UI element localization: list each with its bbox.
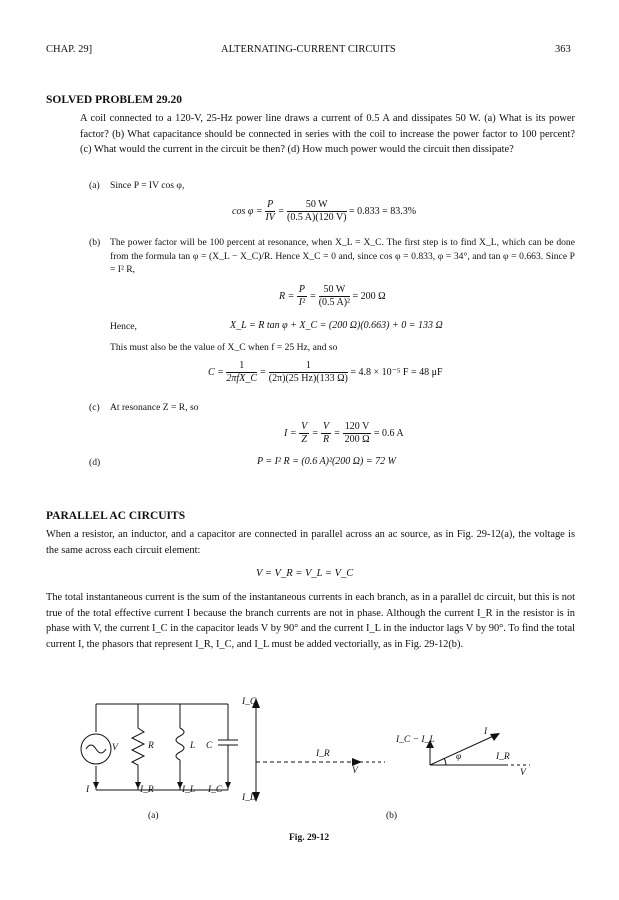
label-icl: I_C − I_L [396, 735, 435, 745]
total-current-phasor [430, 734, 498, 765]
part-c-text: At resonance Z = R, so [110, 402, 199, 413]
part-c-label: (c) [89, 402, 100, 413]
fraction [343, 421, 372, 446]
denominator: 2πfX_C [226, 373, 257, 384]
current-equation: I = $\frac{V}{Z}$ = $\frac{V}{R}$ = $\frac{120 V}{200 \Omega}$ = 0.6 A [284, 421, 404, 445]
eq-result: = 4.8 × 10⁻⁵ F = 48 μF [350, 366, 443, 378]
numerator: P [267, 199, 274, 210]
eq-lhs: cos φ = [232, 205, 263, 217]
sine-wave-icon [86, 745, 106, 753]
must-text: This must also be the value of X_C when f = 25 Hz, and so [110, 342, 338, 353]
label-l: L [190, 741, 196, 751]
fraction [297, 284, 307, 309]
part-b-equation: R = $\frac{P}{\text{I²}}$ = $\frac{50 W}{\text{(0.5 A)²}}$ = 200 Ω [279, 284, 386, 308]
label-il: I_L [182, 785, 196, 795]
label-v-right: V [520, 768, 526, 778]
fraction [287, 199, 347, 224]
numerator: 1 [269, 360, 348, 373]
inductor [176, 728, 184, 760]
eq-result: = 0.6 A [373, 427, 404, 439]
part-a-equation: cos φ = $\frac{P}{IV}$ = $\frac{50 W}{(0.5 A)(120 V)}$ = 0.833 = 83.3% [232, 199, 417, 223]
subfigure-b-label: (b) [386, 811, 398, 821]
numerator: 1 [226, 360, 257, 373]
hence-equation: X_L = R tan φ + X_C = (200 Ω)(0.663) + 0 = 133 Ω [230, 320, 443, 331]
numerator: 50 W [319, 284, 350, 297]
capacitance-equation: C = $\frac{1}{\text{2πfX\_C}}$ = $\frac{1}{(2\pi)(25 Hz)(133 \Omega)}$ = 4.8 × 10⁻⁵ F = 48 μF [208, 360, 443, 384]
label-ir-phasor: I_R [316, 749, 330, 759]
page-number: 363 [555, 44, 571, 55]
label-ic: I_C [208, 785, 223, 795]
fraction [299, 421, 309, 446]
label-r: R [148, 741, 154, 751]
hence-label: Hence, [110, 321, 137, 332]
denominator: I² [298, 297, 306, 308]
section-title: PARALLEL AC CIRCUITS [46, 510, 186, 522]
capacitor [218, 740, 238, 745]
arrowhead-ic-branch [225, 782, 231, 789]
label-i-phasor: I [484, 727, 488, 737]
label-ir-right: I_R [496, 752, 510, 762]
part-d-label: (d) [89, 457, 101, 468]
fraction [321, 421, 331, 446]
fraction [269, 360, 348, 385]
power-equation: P = I² R = (0.6 A)²(200 Ω) = 72 W [257, 456, 396, 467]
subfigure-a-label: (a) [148, 811, 159, 821]
numerator: P [298, 284, 305, 295]
numerator: 120 V [344, 421, 370, 432]
fraction [319, 284, 350, 309]
label-v-left: V [352, 766, 358, 776]
denominator: (0.5 A)² [318, 297, 351, 308]
phi-arc [444, 758, 446, 765]
arrowhead-source [93, 782, 99, 789]
eq-lhs: C = [208, 366, 224, 378]
header-chapter: CHAP. 29] [46, 44, 93, 55]
voltage-equation: V = V_R = V_L = V_C [256, 568, 354, 579]
fraction [265, 199, 275, 224]
eq-lhs: R = [279, 290, 295, 302]
arrowhead-ir [352, 758, 362, 766]
denominator: Z [301, 434, 307, 445]
fraction [226, 360, 257, 385]
part-a-text: Since P = IV cos φ, [110, 180, 185, 191]
numerator: V [301, 421, 308, 432]
part-b-text: The power factor will be 100 percent at resonance, when X_L = X_C. The first step is to find X_L, which can be done from the formula tan φ = (X_L − X_C)/R. Hence X_C = 0 and, since cos φ = 0.833, φ = 34°, and tan φ = 0.663. Since P = I² R, [110, 237, 575, 275]
parallel-intro: When a resistor, an inductor, and a capacitor are connected in parallel across an ac source, as in Fig. 29-12(a), the voltage is the same across each circuit element: [46, 529, 575, 556]
figure-caption: Fig. 29-12 [289, 833, 330, 843]
eq-result: = 0.833 = 83.3% [349, 205, 417, 217]
part-a-label: (a) [89, 180, 100, 191]
denominator: (0.5 A)(120 V) [286, 212, 347, 223]
label-i: I [86, 785, 90, 795]
header-title: ALTERNATING-CURRENT CIRCUITS [221, 44, 396, 55]
numerator: V [322, 421, 330, 432]
label-ic-axis: I_C [242, 697, 257, 707]
label-c: C [206, 741, 213, 751]
denominator: 200 Ω [344, 434, 370, 445]
solved-problem-title: SOLVED PROBLEM 29.20 [46, 94, 183, 106]
label-il-axis: I_L [242, 793, 256, 803]
label-v: V [112, 743, 118, 753]
parallel-body: The total instantaneous current is the sum of the instantaneous currents in each branch, as in a parallel dc circuit, but this is not true of the total effective current I because the branch currents are not in phase. Although the current I_R in the resistor is in phase with V, the current I_C in the capacitor leads V by 90° and the current I_L in the inductor lags V by 90°. To find the total current I, the phasors that represent I_R, I_C, and I_L must be added vectorially, as in Fig. 29-12(b). [46, 592, 575, 650]
numerator: 50 W [287, 199, 347, 212]
eq-result: = 200 Ω [352, 290, 386, 302]
denominator: R [322, 434, 330, 445]
eq-lhs: I = [284, 427, 297, 439]
denominator: IV [265, 212, 275, 223]
label-phi: φ [456, 752, 462, 762]
problem-statement: A coil connected to a 120-V, 25-Hz power line draws a current of 0.5 A and dissipates 50 W. (a) What is its power factor? (b) What capacitance should be connected in series with the coil to increase the power factor to 100 percent? (c) What would the current in the circuit be then? (d) How much power would the circuit then dissipate? [80, 113, 575, 155]
denominator: (2π)(25 Hz)(133 Ω) [268, 373, 348, 384]
part-b-label: (b) [89, 237, 101, 248]
label-ir: I_R [140, 785, 154, 795]
